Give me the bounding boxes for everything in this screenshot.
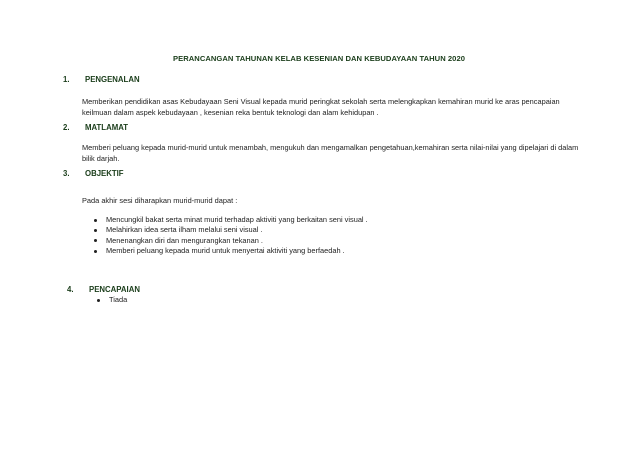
- list-item: Melahirkan idea serta ilham melalui seni visual .: [82, 225, 582, 235]
- section-title: PENCAPAIAN: [89, 285, 140, 294]
- section-number: 4.: [67, 285, 74, 294]
- section-heading-objektif: [63, 169, 124, 178]
- section-number: 1.: [63, 75, 70, 84]
- list-item: Memberi peluang kepada murid untuk menyertai aktiviti yang berfaedah .: [82, 246, 582, 256]
- objektif-list: [82, 215, 582, 257]
- section-number: 3.: [63, 169, 70, 178]
- section-heading-matlamat: [63, 123, 128, 132]
- list-item: Mencungkil bakat serta minat murid terhadap aktiviti yang berkaitan seni visual .: [82, 215, 582, 225]
- section-heading-pencapaian: [67, 285, 140, 294]
- section-heading-pengenalan: [63, 75, 140, 84]
- pengenalan-paragraph: Memberikan pendidikan asas Kebudayaan Seni Visual kepada murid peringkat sekolah serta melengkapkan kemahiran murid ke aras pencapaian keilmuan dalam aspek kebudayaan , kesenian reka bentuk teknologi dan alam kehidupan .: [82, 97, 560, 117]
- list-item: Menenangkan diri dan mengurangkan tekanan .: [82, 236, 582, 246]
- pencapaian-list: [85, 295, 585, 305]
- matlamat-paragraph: Memberi peluang kepada murid-murid untuk menambah, mengukuh dan mengamalkan pengetahuan,kemahiran serta nilai-nilai yang dipelajari di dalam bilik darjah.: [82, 143, 579, 163]
- section-title: OBJEKTIF: [85, 169, 124, 178]
- section-title: MATLAMAT: [85, 123, 129, 132]
- section-number: 2.: [63, 123, 70, 132]
- list-item: Tiada: [85, 295, 585, 305]
- section-title: PENGENALAN: [85, 75, 140, 84]
- document-title: PERANCANGAN TAHUNAN KELAB KESENIAN DAN KEBUDAYAAN TAHUN 2020: [172, 54, 465, 63]
- objektif-intro: Pada akhir sesi diharapkan murid-murid dapat :: [82, 196, 238, 205]
